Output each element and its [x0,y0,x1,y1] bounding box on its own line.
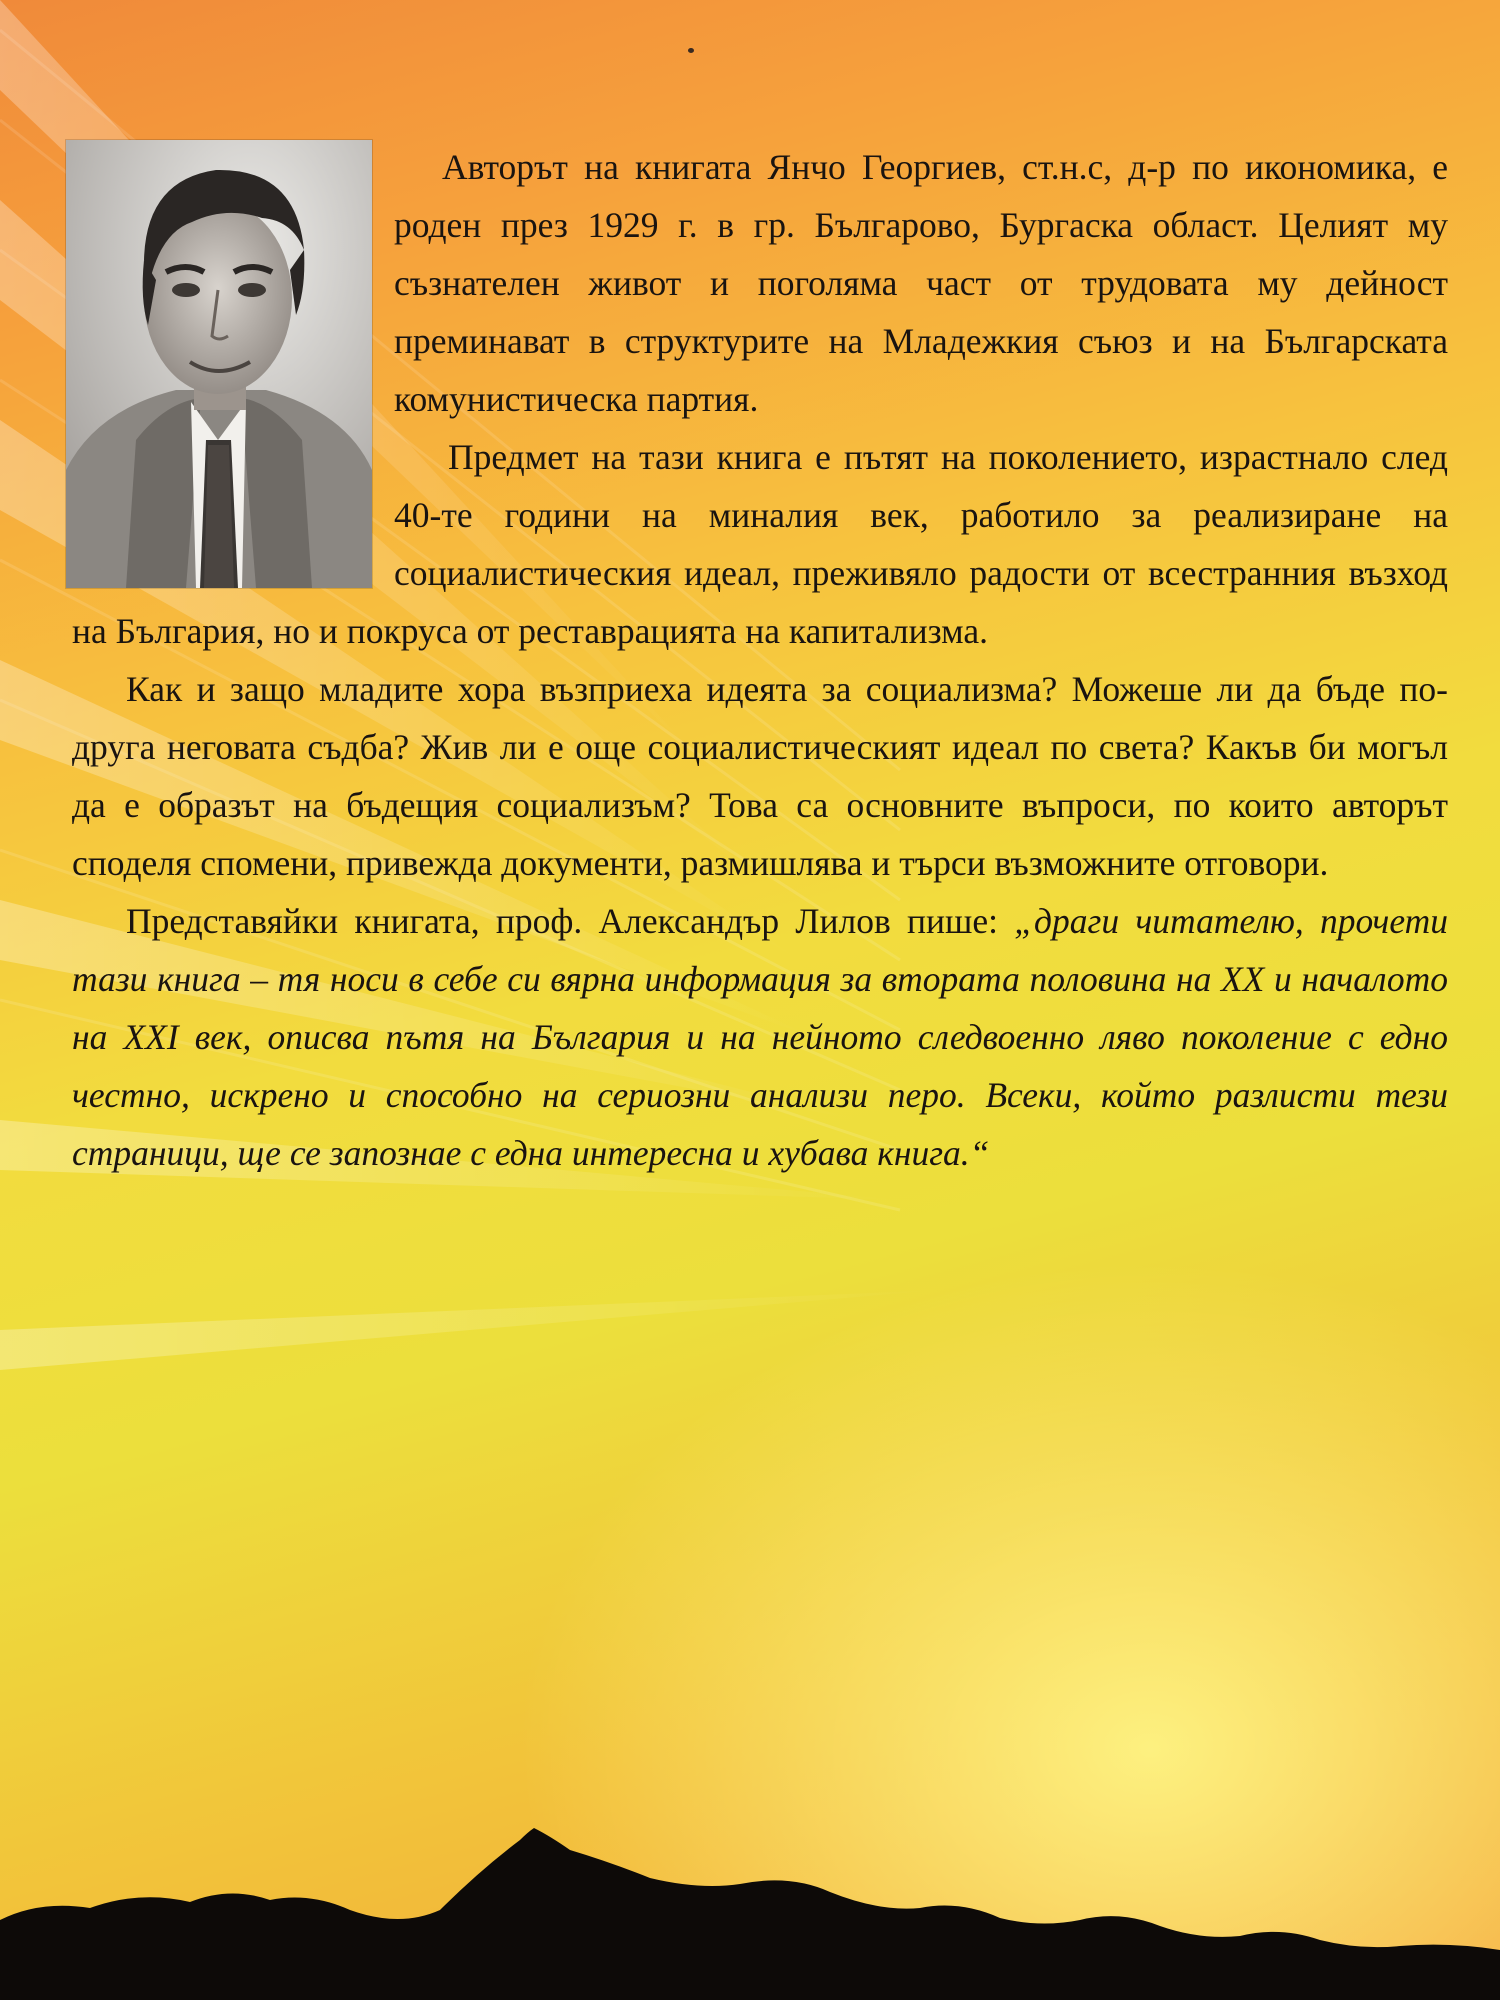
mountain-silhouette [0,1800,1500,2000]
quote-text: „драги читателю, прочети тази книга – тя носи в себе си вярна информация за втората половина на XX и началото на XXI век, описва пътя на България и на нейното следвоенно ляво поколение с едно честно, искрено и способно на сериозни анализи перо. Всеки, който разлисти тези страници, ще се запознае с една интересна и хубава книга.“ [72,901,1448,1173]
paragraph-author-bio: Авторът на книгата Янчо Георгиев, ст.н.с, д-р по икономика, е роден през 1929 г. в гр. Българово, Бургаска област. Целият му съзнателен живот и поголяма част от трудовата му дейност преминават в структурите на Младежкия съюз и на Българската комунистическа партия. [394,147,1448,419]
quote-lead: Представяйки книгата, проф. Александър Лилов пише: [126,901,1015,941]
photo-spacer [72,142,394,590]
blurb-text [72,138,1448,1182]
paragraph-quote [72,892,1448,1182]
speck [688,48,694,53]
paragraph-questions: Как и защо младите хора възприеха идеята за социализма? Можеше ли да бъде по-друга неговата съдба? Жив ли е още социалистическият идеал по света? Какъв би могъл да е образът на бъдещия социализъм? Това са основните въпроси, по които авторът споделя спомени, привежда документи, размишлява и търси възможните отговори. [72,669,1448,883]
paragraph-book-subject: Предмет на тази книга е пътят на поколението, израстнало след 40-те години на миналия век, работило за реализиране на социалистическия идеал, преживяло радости от всестранния възход на България, но и покруса от реставрацията на капитализма. [72,437,1448,651]
